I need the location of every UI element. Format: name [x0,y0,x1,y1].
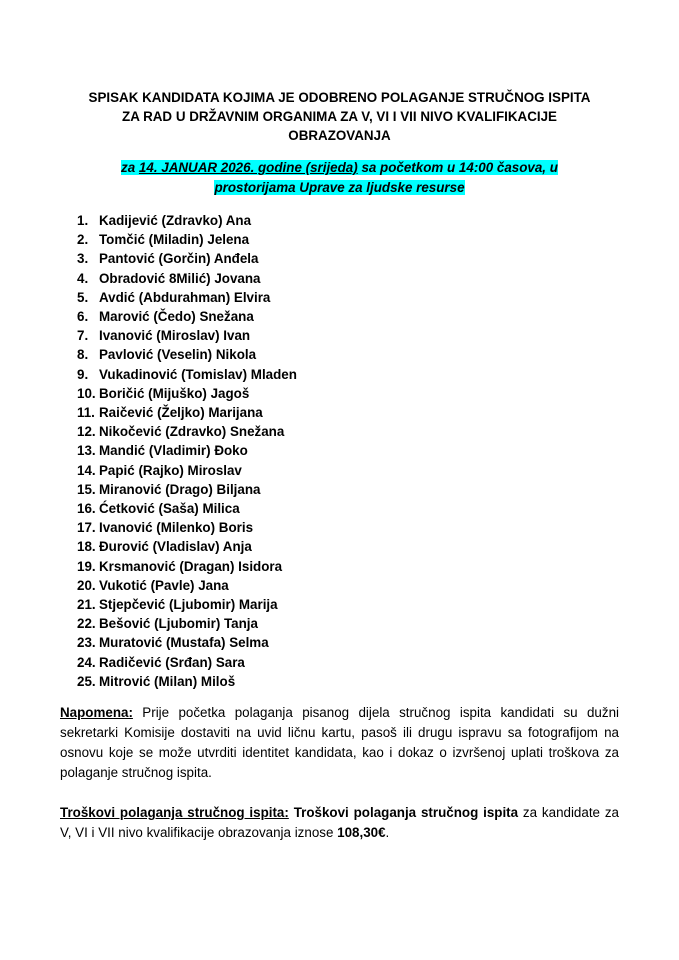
candidate-name: Kadijević (Zdravko) Ana [99,213,252,228]
candidate-item [77,537,619,556]
candidate-item [77,230,619,249]
title-line-2: ZA RAD U DRŽAVNIM ORGANIMA ZA V, VI I VII NIVO KVALIFIKACIJE [122,109,557,124]
candidate-name: Mandić (Vladimir) Đoko [99,443,248,459]
candidate-number: 11. [77,405,95,421]
candidate-item [77,653,619,672]
candidate-item [77,595,619,614]
candidate-number: 21. [77,597,96,613]
candidate-name: Đurović (Vladislav) Anja [99,539,252,555]
candidate-item [77,480,619,499]
note-text: Prije početka polaganja pisanog dijela stručnog ispita kandidati su dužni sekretarki Komisije dostaviti na uvid ličnu kartu, pasoš ili drugu ispravu sa fotografijom na osnovu koje se može utvrditi identitet kandidata, kao i dokaz o izvršenoj uplati troškova za polaganje stručnog ispita. [60,705,619,781]
candidate-name: Vukotić (Pavle) Jana [99,577,229,593]
candidate-item [77,326,619,345]
candidate-name: Radičević (Srđan) Sara [99,654,245,670]
candidate-item [77,633,619,652]
candidate-item [77,288,619,307]
schedule-line-1 [121,160,558,175]
candidate-item [77,461,619,480]
candidate-name: Pavlović (Veselin) Nikola [99,347,257,363]
candidate-name: Ivanović (Miroslav) Ivan [99,328,251,344]
candidate-name: Marović (Čedo) Snežana [99,309,254,325]
candidate-name: Boričić (Mijuško) Jagoš [99,385,250,401]
candidate-name: Nikočević (Zdravko) Snežana [99,424,285,440]
candidate-number: 22. [77,616,96,632]
costs-paragraph [60,803,619,843]
note-label: Napomena: [60,705,133,721]
schedule-line-1-rest: sa početkom u 14:00 časova, u [357,160,558,175]
candidate-item [77,518,619,537]
candidate-name: Papić (Rajko) Miroslav [99,462,242,478]
schedule-prefix: za [121,160,139,175]
candidate-name: Raičević (Željko) Marijana [99,405,263,421]
candidate-item [77,614,619,633]
schedule-date: 14. JANUAR 2026. godine (srijeda) [138,160,358,175]
candidate-name: Vukadinović (Tomislav) Mladen [99,366,297,382]
candidate-item [77,422,619,441]
candidate-item [77,345,619,364]
candidate-name: Bešović (Ljubomir) Tanja [99,616,258,632]
candidate-number: 5. [77,289,89,305]
candidate-number: 12. [77,424,96,440]
candidate-name: Krsmanović (Dragan) Isidora [99,558,283,574]
costs-bold-lead: Troškovi polaganja stručnog ispita [288,805,519,821]
title-line-3: OBRAZOVANJA [288,128,391,143]
candidate-number: 24. [77,654,96,670]
candidate-name: Miranović (Drago) Biljana [99,481,261,497]
costs-end: . [385,825,390,841]
candidate-number: 4. [77,270,89,286]
candidate-number: 1. [77,213,89,228]
exam-schedule [60,158,619,197]
candidate-number: 10. [77,385,96,401]
candidate-name: Muratović (Mustafa) Selma [99,635,269,651]
candidate-number: 18. [77,539,96,555]
candidate-name: Ćetković (Saša) Milica [99,501,240,517]
candidate-name: Tomčić (Miladin) Jelena [99,232,250,248]
costs-amount: 108,30€ [337,825,386,841]
candidate-number: 19. [77,558,96,574]
candidate-item [77,269,619,288]
candidate-item [77,211,619,230]
candidate-name: Mitrović (Milan) Miloš [99,673,236,689]
candidate-number: 9. [77,366,89,382]
candidate-number: 15. [77,481,96,497]
candidate-name: Ivanović (Milenko) Boris [99,520,254,536]
candidate-item [77,441,619,460]
candidate-name: Obradović 8Milić) Jovana [99,270,261,286]
schedule-line-2: prostorijama Uprave za ljudske resurse [214,179,465,195]
candidate-name: Stjepčević (Ljubomir) Marija [99,597,278,613]
candidate-number: 2. [77,232,89,248]
candidate-item [77,365,619,384]
note-paragraph [60,703,619,783]
candidate-number: 25. [77,673,96,689]
title-line-1: SPISAK KANDIDATA KOJIMA JE ODOBRENO POLAGANJE STRUČNOG ISPITA [88,90,591,105]
candidate-item [77,557,619,576]
document-title [60,88,619,145]
candidate-name: Avdić (Abdurahman) Elvira [99,289,271,305]
candidate-number: 23. [77,635,96,651]
candidate-item [77,672,619,691]
candidate-number: 8. [77,347,89,363]
candidate-number: 3. [77,251,89,267]
candidate-number: 7. [77,328,89,344]
candidate-name: Pantović (Gorčin) Anđela [99,251,259,267]
candidate-number: 14. [77,462,96,478]
costs-text: za kandidate za V, VI i VII nivo kvalifikacije obrazovanja iznose [60,805,619,841]
costs-label: Troškovi polaganja stručnog ispita: [60,805,289,821]
candidate-number: 16. [77,501,96,517]
candidate-list [60,211,619,691]
candidate-item [77,307,619,326]
candidate-item [77,384,619,403]
candidate-item [77,576,619,595]
candidate-item [77,249,619,268]
candidate-number: 6. [77,309,89,325]
candidate-number: 13. [77,443,96,459]
candidate-number: 17. [77,520,96,536]
candidate-item [77,499,619,518]
candidate-item [77,403,619,422]
candidate-number: 20. [77,577,96,593]
